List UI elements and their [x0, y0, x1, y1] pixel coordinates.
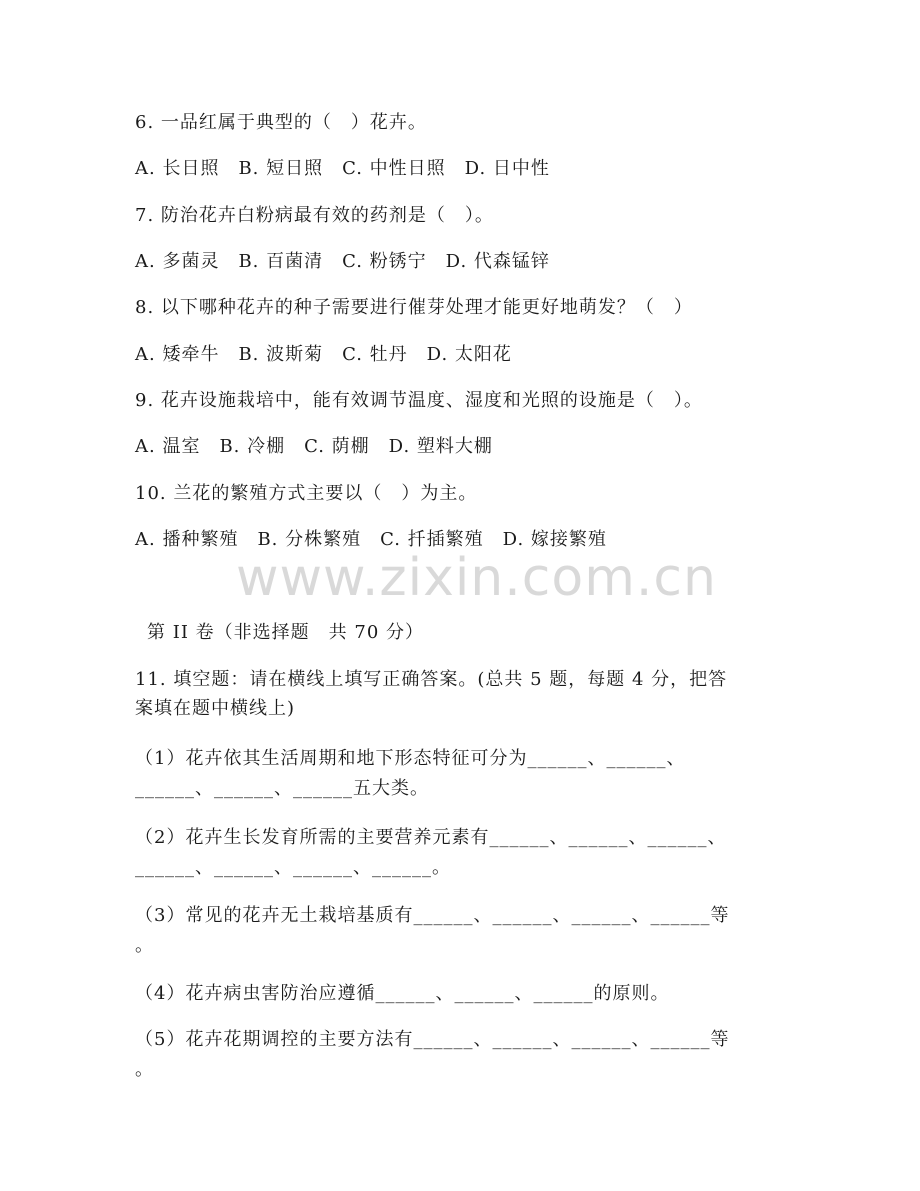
fill-item-4-line1: （4）花卉病虫害防治应遵循______、______、______的原则。 [135, 983, 670, 1004]
fill-item-1-line1: （1）花卉依其生活周期和地下形态特征可分为______、______、 [135, 748, 686, 769]
fill-item-3-line2: 。 [135, 935, 154, 956]
fill-item-5-line1: （5）花卉花期调控的主要方法有______、______、______、______等 [135, 1029, 730, 1050]
fill-question-title-line1: 11. 填空题：请在横线上填写正确答案。(总共 5 题，每题 4 分，把答 [135, 669, 728, 690]
question-8-options: A. 矮牵牛 B. 波斯菊 C. 牡丹 D. 太阳花 [135, 344, 512, 365]
fill-item-2-line1: （2）花卉生长发育所需的主要营养元素有______、______、______、 [135, 827, 727, 848]
question-9-text: 9. 花卉设施栽培中，能有效调节温度、湿度和光照的设施是（ ）。 [135, 390, 703, 411]
question-10-options: A. 播种繁殖 B. 分株繁殖 C. 扦插繁殖 D. 嫁接繁殖 [135, 529, 607, 550]
fill-item-2-line2: ______、______、______、______。 [135, 857, 451, 878]
watermark-text: www.zixin.com.cn [236, 548, 717, 608]
fill-item-1-line2: ______、______、______五大类。 [135, 778, 429, 799]
section-title: 第 II 卷（非选择题 共 70 分） [147, 622, 425, 643]
question-8-text: 8. 以下哪种花卉的种子需要进行催芽处理才能更好地萌发？（ ） [135, 297, 693, 318]
fill-item-5-line2: 。 [135, 1059, 154, 1080]
question-6-text: 6. 一品红属于典型的（ ）花卉。 [135, 112, 427, 133]
question-7-text: 7. 防治花卉白粉病最有效的药剂是（ ）。 [135, 205, 494, 226]
question-7-options: A. 多菌灵 B. 百菌清 C. 粉锈宁 D. 代森锰锌 [135, 251, 550, 272]
fill-question-title-line2: 案填在题中横线上) [135, 698, 296, 719]
question-10-text: 10. 兰花的繁殖方式主要以（ ）为主。 [135, 483, 478, 504]
question-9-options: A. 温室 B. 冷棚 C. 荫棚 D. 塑料大棚 [135, 436, 493, 457]
fill-item-3-line1: （3）常见的花卉无土栽培基质有______、______、______、______等 [135, 905, 730, 926]
question-6-options: A. 长日照 B. 短日照 C. 中性日照 D. 日中性 [135, 158, 550, 179]
